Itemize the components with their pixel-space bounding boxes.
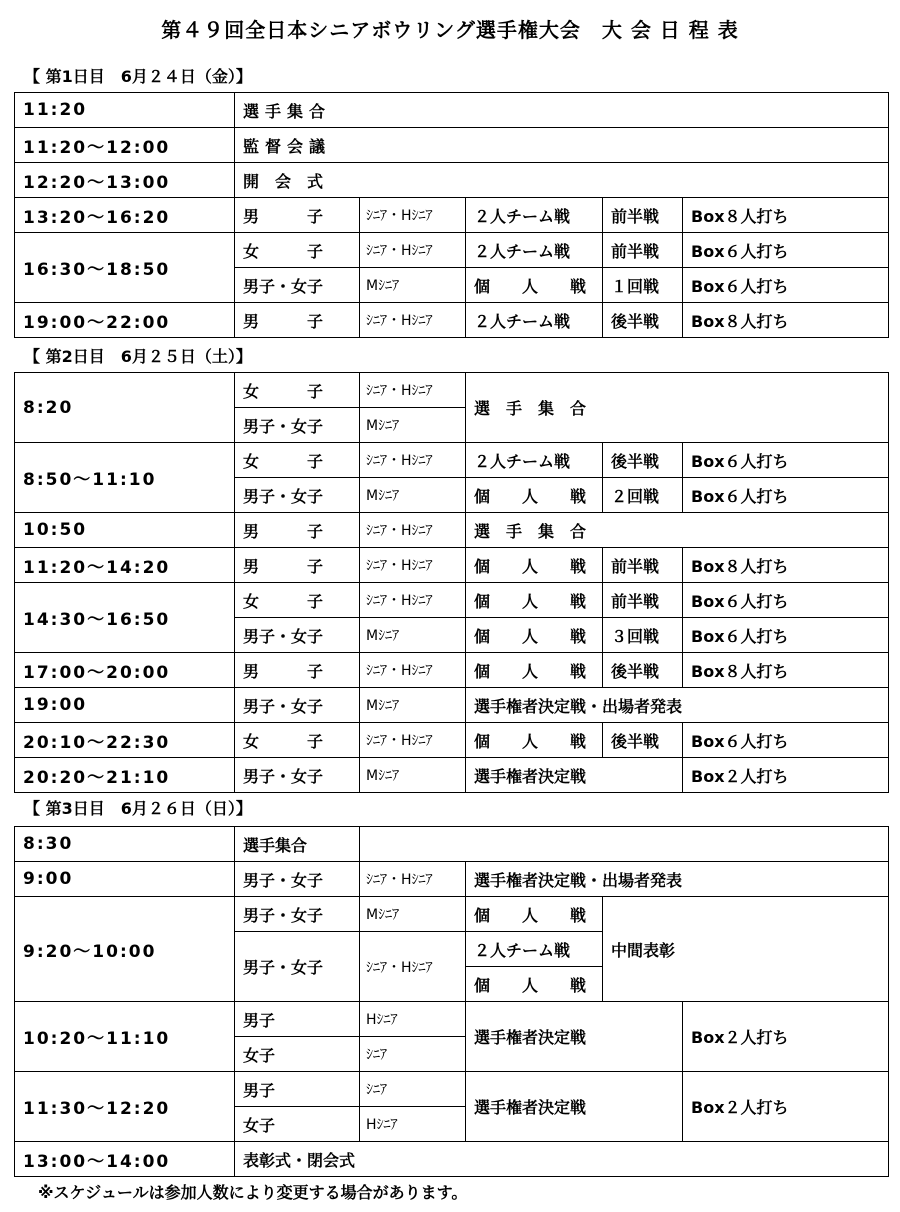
- day1-heading: 【 第1日目 6月２４日（金）】: [24, 67, 252, 86]
- event-cell: 個 人 戦: [466, 268, 603, 303]
- table-row: [15, 653, 889, 688]
- page-title: 第４９回全日本シニアボウリング選手権大会 大 会 日 程 表: [161, 18, 739, 42]
- class-cell: Mｼﾆｱ: [360, 688, 466, 723]
- class-cell: ｼﾆｱ・Hｼﾆｱ: [360, 303, 466, 338]
- class-cell: ｼﾆｱ・Hｼﾆｱ: [360, 443, 466, 478]
- gender-cell: 女 子: [235, 373, 360, 408]
- time-cell: 11:30～12:20: [15, 1072, 235, 1142]
- event-cell: 選 手 集 合: [466, 373, 889, 443]
- table-row: [15, 862, 889, 897]
- table-row: [15, 93, 889, 128]
- round-cell: 後半戦: [603, 723, 683, 758]
- event-cell: 表彰式・閉会式: [235, 1142, 889, 1177]
- time-cell: 16:30～18:50: [15, 233, 235, 303]
- class-cell: Mｼﾆｱ: [360, 268, 466, 303]
- round-cell: １回戦: [603, 268, 683, 303]
- event-cell: 個 人 戦: [466, 967, 603, 1002]
- box-cell: Box８人打ち: [683, 653, 889, 688]
- table-row: [15, 583, 889, 618]
- table-row: [15, 723, 889, 758]
- class-cell: ｼﾆｱ・Hｼﾆｱ: [360, 932, 466, 1002]
- table-row: [15, 1142, 889, 1177]
- gender-cell: 男 子: [235, 548, 360, 583]
- event-cell: 選手権者決定戦: [466, 1002, 683, 1072]
- time-cell: 20:10～22:30: [15, 723, 235, 758]
- round-cell: ３回戦: [603, 618, 683, 653]
- table-row: [15, 513, 889, 548]
- table-row: [15, 548, 889, 583]
- box-cell: Box６人打ち: [683, 583, 889, 618]
- event-cell: 選手権者決定戦・出場者発表: [466, 688, 889, 723]
- event-cell: 選手集合: [235, 827, 360, 862]
- table-row: [15, 128, 889, 163]
- gender-cell: 男子・女子: [235, 932, 360, 1002]
- box-cell: Box６人打ち: [683, 443, 889, 478]
- gender-cell: 男子・女子: [235, 478, 360, 513]
- gender-cell: 女 子: [235, 583, 360, 618]
- event-cell: ２人チーム戦: [466, 233, 603, 268]
- table-row: [15, 758, 889, 793]
- gender-cell: 男子・女子: [235, 897, 360, 932]
- class-cell: ｼﾆｱ・Hｼﾆｱ: [360, 723, 466, 758]
- round-cell: 前半戦: [603, 583, 683, 618]
- class-cell: Hｼﾆｱ: [360, 1107, 466, 1142]
- time-cell: 17:00～20:00: [15, 653, 235, 688]
- table-row: [15, 827, 889, 862]
- event-cell: ２人チーム戦: [466, 303, 603, 338]
- event-cell: 選手集合: [235, 93, 889, 128]
- gender-cell: 男 子: [235, 653, 360, 688]
- table-row: [15, 1072, 889, 1107]
- gender-cell: 男子: [235, 1072, 360, 1107]
- event-cell: 個 人 戦: [466, 548, 603, 583]
- gender-cell: 男子・女子: [235, 688, 360, 723]
- gender-cell: 男子: [235, 1002, 360, 1037]
- gender-cell: 男子・女子: [235, 618, 360, 653]
- time-cell: 13:20～16:20: [15, 198, 235, 233]
- empty-cell: [360, 827, 889, 862]
- time-cell: 19:00～22:00: [15, 303, 235, 338]
- class-cell: ｼﾆｱ・Hｼﾆｱ: [360, 653, 466, 688]
- day3-schedule-table: [14, 826, 889, 1177]
- class-cell: ｼﾆｱ・Hｼﾆｱ: [360, 198, 466, 233]
- gender-cell: 女子: [235, 1107, 360, 1142]
- box-cell: Box６人打ち: [683, 618, 889, 653]
- table-row: [15, 163, 889, 198]
- table-row: [15, 1002, 889, 1037]
- class-cell: Mｼﾆｱ: [360, 758, 466, 793]
- gender-cell: 男 子: [235, 513, 360, 548]
- time-cell: 9:00: [15, 862, 235, 897]
- event-cell: 個 人 戦: [466, 583, 603, 618]
- day3-heading: 【 第3日目 6月２６日（日）】: [24, 799, 252, 818]
- event-cell: 選手権者決定戦: [466, 1072, 683, 1142]
- class-cell: ｼﾆｱ: [360, 1037, 466, 1072]
- box-cell: Box８人打ち: [683, 303, 889, 338]
- class-cell: ｼﾆｱ・Hｼﾆｱ: [360, 583, 466, 618]
- gender-cell: 男 子: [235, 198, 360, 233]
- box-cell: Box２人打ち: [683, 1002, 889, 1072]
- time-cell: 20:20～21:10: [15, 758, 235, 793]
- box-cell: Box６人打ち: [683, 233, 889, 268]
- event-cell: 選手権者決定戦・出場者発表: [466, 862, 889, 897]
- time-cell: 10:20～11:10: [15, 1002, 235, 1072]
- day2-schedule-table: [14, 372, 889, 793]
- time-cell: 11:20: [15, 93, 235, 128]
- time-cell: 19:00: [15, 688, 235, 723]
- table-row: [15, 443, 889, 478]
- gender-cell: 女 子: [235, 443, 360, 478]
- event-cell: 監督会議: [235, 128, 889, 163]
- class-cell: ｼﾆｱ・Hｼﾆｱ: [360, 233, 466, 268]
- time-cell: 8:50～11:10: [15, 443, 235, 513]
- table-row: [15, 198, 889, 233]
- time-cell: 13:00～14:00: [15, 1142, 235, 1177]
- round-cell: 前半戦: [603, 233, 683, 268]
- time-cell: 9:20～10:00: [15, 897, 235, 1002]
- gender-cell: 女 子: [235, 723, 360, 758]
- table-row: [15, 688, 889, 723]
- time-cell: 8:30: [15, 827, 235, 862]
- class-cell: Mｼﾆｱ: [360, 478, 466, 513]
- gender-cell: 女 子: [235, 233, 360, 268]
- gender-cell: 男子・女子: [235, 758, 360, 793]
- event-cell: 選 手 集 合: [466, 513, 889, 548]
- event-cell: 個 人 戦: [466, 723, 603, 758]
- class-cell: Hｼﾆｱ: [360, 1002, 466, 1037]
- table-row: [15, 373, 889, 408]
- round-cell: 前半戦: [603, 548, 683, 583]
- time-cell: 12:20～13:00: [15, 163, 235, 198]
- round-cell: ２回戦: [603, 478, 683, 513]
- table-row: [15, 897, 889, 932]
- event-cell: 開 会 式: [235, 163, 889, 198]
- box-cell: Box８人打ち: [683, 198, 889, 233]
- round-cell: 後半戦: [603, 443, 683, 478]
- box-cell: Box６人打ち: [683, 723, 889, 758]
- day1-schedule-table: [14, 92, 889, 338]
- time-cell: 14:30～16:50: [15, 583, 235, 653]
- box-cell: Box６人打ち: [683, 268, 889, 303]
- event-cell: 選手権者決定戦: [466, 758, 683, 793]
- time-cell: 11:20～12:00: [15, 128, 235, 163]
- class-cell: ｼﾆｱ: [360, 1072, 466, 1107]
- class-cell: Mｼﾆｱ: [360, 897, 466, 932]
- round-cell: 後半戦: [603, 303, 683, 338]
- class-cell: ｼﾆｱ・Hｼﾆｱ: [360, 513, 466, 548]
- gender-cell: 男子・女子: [235, 862, 360, 897]
- round-cell: 前半戦: [603, 198, 683, 233]
- event-cell: 個 人 戦: [466, 618, 603, 653]
- class-cell: ｼﾆｱ・Hｼﾆｱ: [360, 862, 466, 897]
- day2-heading: 【 第2日目 6月２５日（土）】: [24, 347, 252, 366]
- gender-cell: 男子・女子: [235, 408, 360, 443]
- event-cell: ２人チーム戦: [466, 198, 603, 233]
- event-cell: 個 人 戦: [466, 478, 603, 513]
- class-cell: Mｼﾆｱ: [360, 618, 466, 653]
- gender-cell: 女子: [235, 1037, 360, 1072]
- gender-cell: 男 子: [235, 303, 360, 338]
- box-cell: Box８人打ち: [683, 548, 889, 583]
- box-cell: Box２人打ち: [683, 758, 889, 793]
- class-cell: ｼﾆｱ・Hｼﾆｱ: [360, 548, 466, 583]
- table-row: [15, 303, 889, 338]
- box-cell: Box６人打ち: [683, 478, 889, 513]
- time-cell: 11:20～14:20: [15, 548, 235, 583]
- time-cell: 8:20: [15, 373, 235, 443]
- box-cell: Box２人打ち: [683, 1072, 889, 1142]
- event-cell: 個 人 戦: [466, 653, 603, 688]
- round-cell: 後半戦: [603, 653, 683, 688]
- time-cell: 10:50: [15, 513, 235, 548]
- schedule-note: ※スケジュールは参加人数により変更する場合があります。: [38, 1183, 468, 1202]
- award-cell: 中間表彰: [603, 897, 889, 1002]
- event-cell: 個 人 戦: [466, 897, 603, 932]
- gender-cell: 男子・女子: [235, 268, 360, 303]
- class-cell: ｼﾆｱ・Hｼﾆｱ: [360, 373, 466, 408]
- event-cell: ２人チーム戦: [466, 932, 603, 967]
- event-cell: ２人チーム戦: [466, 443, 603, 478]
- class-cell: Mｼﾆｱ: [360, 408, 466, 443]
- table-row: [15, 233, 889, 268]
